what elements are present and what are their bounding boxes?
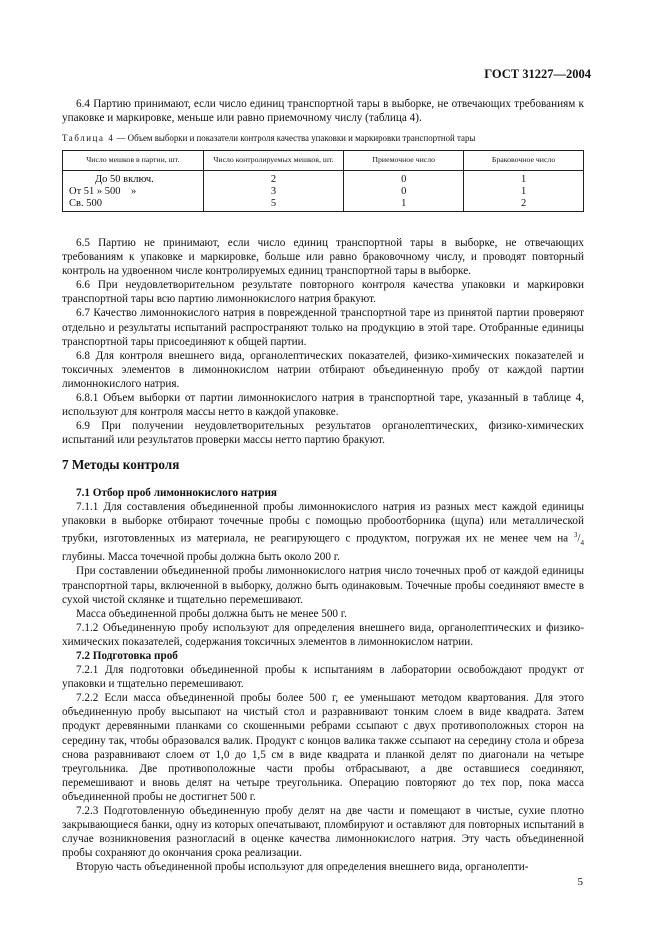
table-cell: 1 [464, 170, 584, 186]
header-acceptance-number: Приемочное число [344, 151, 464, 171]
table-4-label: Таблица 4 [62, 133, 115, 143]
header-rejection-number: Браковочное число [464, 151, 584, 171]
paragraph-6-5: 6.5 Партию не принимают, если число единиц транспортной тары в выборке, не отвечающих требованиям к упаковке и маркировке, больше или равно браковочному числу, и проводят повторный контроль на удвоенном числе контролируемых единиц транспортной тары в выборке. [62, 237, 584, 278]
subsection-7-1-heading: 7.1 Отбор проб лимоннокислого натрия [76, 487, 277, 499]
table-row [63, 186, 584, 198]
paragraph-7-1-2: 7.1.2 Объединенную пробу используют для определения внешнего вида, органолептических и физико-химических показателей, содержания токсичных элементов в лимоннокислом натрии. [62, 621, 584, 648]
table-4-caption [62, 133, 584, 144]
table-cell: 1 [344, 198, 464, 212]
section-7-title: 7 Методы контроля [62, 457, 180, 472]
table-cell: 1 [464, 186, 584, 198]
table-header-row [63, 151, 584, 171]
paragraph-6-4: 6.4 Партию принимают, если число единиц транспортной тары в выборке, не отвечающих требованиям к упаковке и маркировке, меньше или равно приемочному числу (таблица 4). [62, 98, 584, 125]
paragraph-7-2-1: 7.2.1 Для подготовки объединенной пробы к испытаниям в лаборатории освобождают продукт от упаковки и тщательно перемешивают. [62, 664, 584, 691]
paragraph-7-2-3: 7.2.3 Подготовленную объединенную пробу делят на две части и помещают в чистые, сухие плотно закрывающиеся банки, одну из которых опечатывают, пломбируют и оставляют для повторных испытаний в случае возникновения разногласий в оценке качества лимоннокислого натрия. Эту часть объединенной пробы сохраняют до окончания срока реализации. [62, 805, 584, 860]
header-bags-in-lot: Число мешков в партии, шт. [63, 151, 204, 171]
paragraph-7-1-1-part-b: глубины. Масса точечной пробы должна быть около 200 г. [62, 551, 340, 564]
table-row [63, 170, 584, 186]
paragraph-7-1-1-part-a: 7.1.1 Для составления объединенной пробы лимоннокислого натрия из разных мест каждой единицы упаковки в выборке отбирают точечные пробы с помощью пробоотборника (щупа) или металлической трубки, изготовленных из материала, не реагирующего с продуктом, погружая их не менее чем на [62, 501, 584, 546]
clause-6-4 [62, 97, 584, 125]
table-cell: 3 [203, 186, 344, 198]
table-cell: 2 [464, 198, 584, 212]
subsection-7-2-heading: 7.2 Подготовка проб [76, 650, 178, 662]
paragraph-6-8: 6.8 Для контроля внешнего вида, органолептических показателей, физико-химических показателей и токсичных элементов в лимоннокислом натрии отбирают объединенную пробу от каждой партии лимоннокислого натрия. [62, 349, 584, 390]
fraction-numerator: 3 [573, 531, 578, 540]
table-cell: 5 [203, 198, 344, 212]
table-cell: 0 [344, 170, 464, 186]
paragraph-6-9: 6.9 При получении неудовлетворительных результатов органолептических, физико-химических испытаний или результатов проверки массы нетто партию бракуют. [62, 420, 584, 447]
paragraph-6-6: 6.6 При неудовлетворительном результате повторного контроля качества упаковки и маркировки транспортной тары всю партию лимоннокислого натрия бракуют. [62, 279, 584, 306]
table-cell: Св. 500 [63, 198, 204, 212]
table-cell: От 51 » 500 » [63, 186, 204, 198]
header-controlled-bags: Число контролируемых мешков, шт. [203, 151, 344, 171]
paragraph-7-1-1-c: При составлении объединенной пробы лимоннокислого натрия число точечных проб от каждой единицы транспортной тары, включенной в выборку, должно быть одинаковым. Точечные пробы соединяют вместе в сухой чистой склянке и тщательно перемешивают. [62, 565, 584, 606]
paragraph-7-1-1: 7.1.1 Для составления объединенной пробы лимоннокислого натрия из разных мест каждой единицы упаковки в выборке отбирают точечные пробы с помощью пробоотборника (щупа) или металлической трубки, изготовленных из материала, не реагирующего с продуктом, погружая их не менее чем на $^3/_4$ глубины. Масса точечной пробы должна быть около 200 г. [62, 501, 584, 564]
paragraph-7-2-2: 7.2.2 Если масса объединенной пробы более 500 г, ее уменьшают методом квартования. Для этого объединенную пробу высыпают на чистый стол и разравнивают тонким слоем в виде квадрата. Затем продукт деревянными планками со скошенными ребрами ссыпают с двух противоположных сторон на середину так, чтобы образовался валик. Продукт с концов валика также ссыпают на середину стола и обреза снова разравнивают слоем от 1,0 до 1,5 см в виде квадрата и планкой делят по диагонали на четыре треугольника. Две противоположные части пробы отбрасывают, а две оставшиеся соединяют, перемешивают и вновь делят на четыре треугольника. Операцию повторяют до тех пор, пока масса объединенной пробы не достигнет 500 г. [62, 692, 584, 803]
table-cell: 0 [344, 186, 464, 198]
table-4 [62, 150, 584, 212]
table-cell: До 50 включ. [63, 170, 204, 186]
clauses-6-5-to-6-9 [62, 236, 584, 447]
paragraph-6-8-1: 6.8.1 Объем выборки от партии лимоннокислого натрия в транспортной таре, указанный в таблице 4, используют для контроля массы нетто в каждой упаковке. [62, 392, 584, 419]
standard-code-header: ГОСТ 31227—2004 [484, 67, 591, 81]
table-4-title: — Объем выборки и показатели контроля качества упаковки и маркировки транспортной тары [114, 133, 476, 143]
section-7-body [62, 486, 584, 875]
table-cell: 2 [203, 170, 344, 186]
table-row [63, 198, 584, 212]
paragraph-6-7: 6.7 Качество лимоннокислого натрия в поврежденной транспортной таре из принятой партии проверяют отдельно и результаты испытаний распространяют только на продукцию в этой таре. Отобранные единицы транспортной тары присоединяют к общей партии. [62, 307, 584, 348]
paragraph-7-2-3-b: Вторую часть объединенной пробы используют для определения внешнего вида, органолепти- [76, 861, 529, 874]
page-number: 5 [577, 876, 583, 888]
fraction-denominator: 4 [580, 539, 584, 548]
paragraph-7-1-1-d: Масса объединенной пробы должна быть не менее 500 г. [76, 607, 347, 620]
